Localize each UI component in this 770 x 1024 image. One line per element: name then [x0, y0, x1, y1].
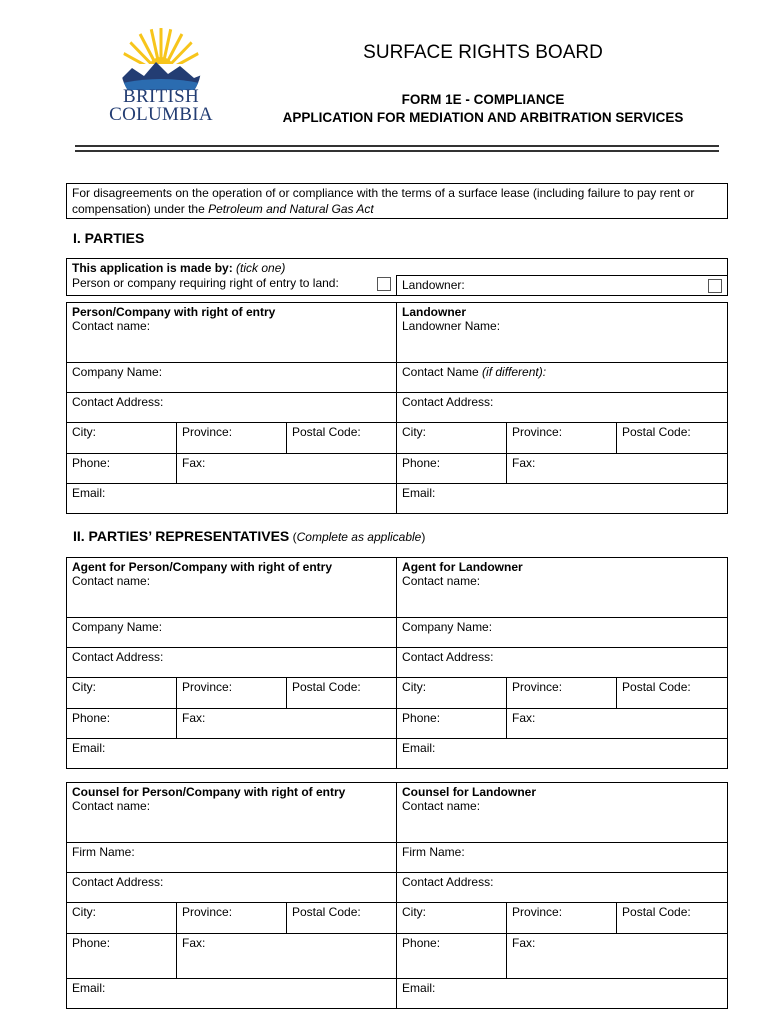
landowner-name-field[interactable] [397, 303, 728, 363]
intro-text: For disagreements on the operation of or compliance with the terms of a surface lease (including failure to pay rent or compensation) under the [72, 186, 695, 216]
option-landowner[interactable] [397, 276, 728, 296]
counsel-party-province-field[interactable] [177, 903, 287, 934]
agent-party-phone-field[interactable] [67, 709, 177, 739]
field-label: City: [72, 425, 96, 439]
field-label: Phone: [72, 936, 111, 950]
header-rule-bottom [75, 150, 719, 152]
party-city-field[interactable] [67, 423, 177, 454]
counsel-landowner-phone-field[interactable] [397, 934, 507, 979]
field-label: Contact Address: [72, 875, 164, 889]
counsel-party-address-field[interactable] [67, 873, 397, 903]
applicant-type-table [66, 258, 728, 296]
section-note: Complete as applicable [296, 530, 422, 544]
field-label: Phone: [402, 936, 441, 950]
logo-wordmark [104, 88, 218, 124]
counsel-landowner-heading: Counsel for Landowner [402, 785, 537, 799]
field-label: City: [402, 905, 427, 919]
field-label: Province: [182, 680, 233, 694]
agent-landowner-fax-field[interactable] [507, 709, 728, 739]
counsel-landowner-postal-field[interactable] [617, 903, 728, 934]
field-label: Contact name: [402, 574, 481, 588]
agent-party-province-field[interactable] [177, 678, 287, 709]
intro-box [66, 183, 728, 219]
parties-table [66, 302, 728, 514]
agent-party-fax-field[interactable] [177, 709, 397, 739]
agent-landowner-address-field[interactable] [397, 648, 728, 678]
field-label: Contact name: [72, 799, 151, 813]
counsel-landowner-fax-field[interactable] [507, 934, 728, 979]
agent-party-email-field[interactable] [67, 739, 397, 769]
made-by-row [67, 259, 728, 276]
field-label: Company Name: [402, 620, 493, 634]
agent-landowner-contact-field[interactable] [397, 558, 728, 618]
agent-landowner-heading: Agent for Landowner [402, 560, 523, 574]
counsel-party-firm-field[interactable] [67, 843, 397, 873]
field-label: Fax: [512, 456, 536, 470]
field-label: Company Name: [72, 365, 163, 379]
field-label: Postal Code: [622, 680, 691, 694]
agent-landowner-postal-field[interactable] [617, 678, 728, 709]
act-name: Petroleum and Natural Gas Act [208, 202, 374, 216]
counsel-party-heading: Counsel for Person/Company with right of entry [72, 785, 346, 799]
field-label: Landowner Name: [402, 319, 501, 333]
agent-landowner-city-field[interactable] [397, 678, 507, 709]
field-label: Province: [512, 905, 563, 919]
option-person-label: Person or company requiring right of entry to land: [72, 275, 339, 290]
field-label: Contact Address: [72, 395, 164, 409]
field-label: Fax: [512, 936, 536, 950]
counsel-landowner-province-field[interactable] [507, 903, 617, 934]
counsel-party-fax-field[interactable] [177, 934, 397, 979]
landowner-heading: Landowner [402, 305, 467, 319]
field-label: City: [402, 680, 427, 694]
paren-close: ) [421, 530, 426, 544]
field-label: Phone: [72, 711, 111, 725]
section-representatives-heading [73, 528, 425, 544]
agent-landowner-company-field[interactable] [397, 618, 728, 648]
party-contact-name-field[interactable] [67, 303, 397, 363]
agent-party-postal-field[interactable] [287, 678, 397, 709]
counsel-landowner-address-field[interactable] [397, 873, 728, 903]
counsel-landowner-firm-field[interactable] [397, 843, 728, 873]
field-label: Fax: [182, 936, 206, 950]
field-label: Email: [402, 741, 436, 755]
field-label: Contact name: [402, 799, 481, 813]
form-title [240, 91, 726, 127]
section-parties-heading: I. PARTIES [73, 230, 145, 246]
agents-table [66, 557, 728, 769]
counsel-party-contact-field[interactable] [67, 783, 397, 843]
field-label: Company Name: [72, 620, 163, 634]
person-checkbox[interactable] [377, 277, 391, 291]
field-label: Email: [72, 486, 106, 500]
field-label: Fax: [512, 711, 536, 725]
landowner-fax-field[interactable] [507, 454, 728, 484]
agent-party-company-field[interactable] [67, 618, 397, 648]
party-company-name-field[interactable] [67, 363, 397, 393]
tick-one: (tick one) [236, 261, 286, 275]
party-province-field[interactable] [177, 423, 287, 454]
field-label: Email: [72, 981, 106, 995]
field-label: Contact Address: [402, 875, 494, 889]
counsel-landowner-contact-field[interactable] [397, 783, 728, 843]
counsel-party-email-field[interactable] [67, 979, 397, 1009]
field-label: Postal Code: [292, 425, 361, 439]
made-by-label: This application is made by: [72, 261, 233, 275]
section-title: II. PARTIES’ REPRESENTATIVES [73, 528, 290, 544]
board-title: SURFACE RIGHTS BOARD [363, 42, 603, 63]
field-label: City: [402, 425, 426, 439]
paren-open: ( [289, 530, 297, 544]
field-label: Postal Code: [622, 425, 691, 439]
logo-line-2: COLUMBIA [109, 104, 213, 125]
header-rule-top [75, 145, 719, 147]
agent-landowner-phone-field[interactable] [397, 709, 507, 739]
landowner-city-field[interactable] [397, 423, 507, 454]
form-number: FORM 1E - COMPLIANCE [401, 92, 565, 107]
field-label: Province: [182, 905, 233, 919]
field-label: Fax: [182, 711, 206, 725]
party-address-field[interactable] [67, 393, 397, 423]
field-label: Postal Code: [622, 905, 691, 919]
counsel-party-phone-field[interactable] [67, 934, 177, 979]
party-heading: Person/Company with right of entry [72, 305, 276, 319]
field-label: Email: [72, 741, 106, 755]
party-email-field[interactable] [67, 484, 397, 514]
field-label: Contact Address: [72, 650, 164, 664]
field-label: Contact name: [72, 319, 151, 333]
field-label: Firm Name: [402, 845, 465, 859]
counsel-landowner-email-field[interactable] [397, 979, 728, 1009]
field-label: Email: [402, 981, 436, 995]
counsel-party-postal-field[interactable] [287, 903, 397, 934]
field-label: Contact name: [72, 574, 151, 588]
field-label: Postal Code: [292, 680, 361, 694]
logo-line-1: BRITISH [123, 86, 199, 107]
landowner-postal-field[interactable] [617, 423, 728, 454]
landowner-phone-field[interactable] [397, 454, 507, 484]
agent-party-city-field[interactable] [67, 678, 177, 709]
landowner-checkbox[interactable] [708, 279, 722, 293]
field-label: Province: [512, 680, 563, 694]
field-label: City: [72, 680, 96, 694]
field-label: Phone: [402, 711, 441, 725]
application-title: APPLICATION FOR MEDIATION AND ARBITRATION SERVICES [282, 110, 684, 125]
agent-party-heading: Agent for Person/Company with right of entry [72, 560, 333, 574]
field-label: Postal Code: [292, 905, 361, 919]
agent-party-contact-field[interactable] [67, 558, 397, 618]
party-postal-field[interactable] [287, 423, 397, 454]
field-label: Fax: [182, 456, 206, 470]
field-label: Province: [512, 425, 563, 439]
option-landowner-label: Landowner: [402, 278, 465, 292]
party-fax-field[interactable] [177, 454, 397, 484]
agent-landowner-email-field[interactable] [397, 739, 728, 769]
field-label: Contact Address: [402, 650, 494, 664]
field-label: City: [72, 905, 96, 919]
field-label: Phone: [402, 456, 441, 470]
field-label: Phone: [72, 456, 111, 470]
field-label-note: (if different): [482, 365, 547, 379]
field-label: Contact Name [402, 365, 483, 379]
agent-party-address-field[interactable] [67, 648, 397, 678]
party-phone-field[interactable] [67, 454, 177, 484]
landowner-address-field[interactable] [397, 393, 728, 423]
option-person[interactable] [67, 276, 397, 296]
landowner-contact-name-field[interactable] [397, 363, 728, 393]
field-label: Firm Name: [72, 845, 135, 859]
agent-landowner-province-field[interactable] [507, 678, 617, 709]
counsel-table [66, 782, 728, 1009]
counsel-party-city-field[interactable] [67, 903, 177, 934]
field-label: Email: [402, 486, 436, 500]
field-label: Contact Address: [402, 395, 494, 409]
counsel-landowner-city-field[interactable] [397, 903, 507, 934]
field-label: Province: [182, 425, 233, 439]
landowner-province-field[interactable] [507, 423, 617, 454]
landowner-email-field[interactable] [397, 484, 728, 514]
